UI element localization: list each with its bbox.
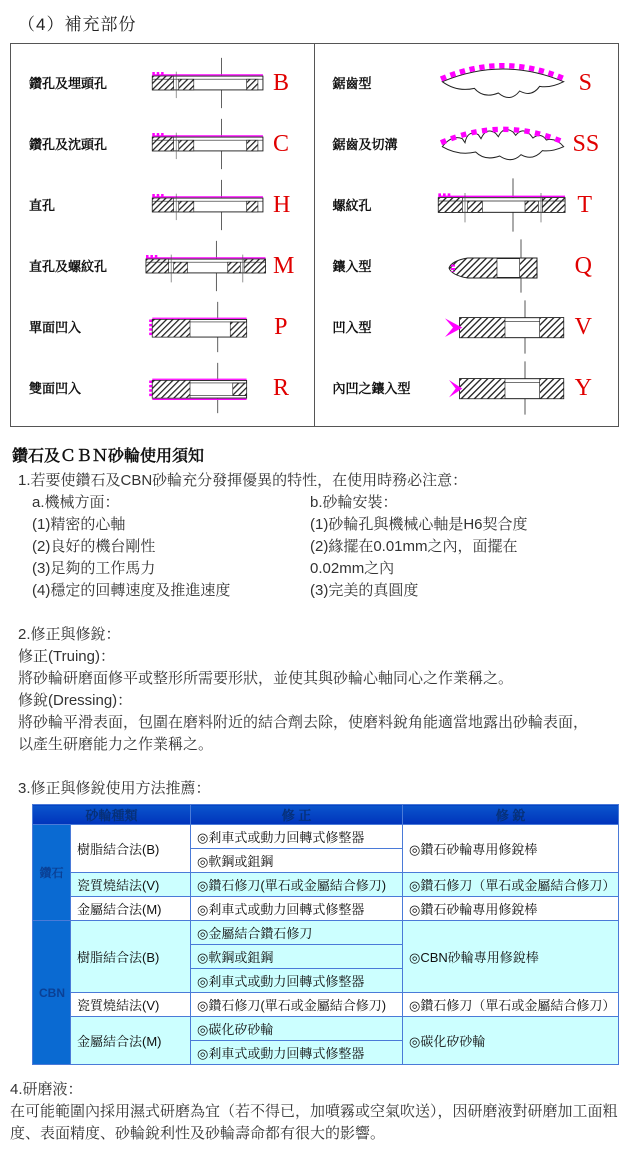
mounting-column [310, 492, 619, 602]
shape-label: 鑽孔及沈頭孔 [29, 137, 108, 152]
wheel-section-art-SS [433, 115, 573, 173]
spacer [10, 756, 619, 778]
shape-label: 鋸齒及切溝 [332, 137, 398, 152]
bond-cell: 金屬結合法(M) [71, 1017, 191, 1065]
table-row [33, 825, 619, 849]
shape-code: C [273, 130, 290, 157]
bond-cell: 樹脂結合法(B) [71, 825, 191, 873]
dressing-cell: ◎鑽石砂輪專用修銳棒 [403, 825, 619, 873]
table-row [33, 993, 619, 1017]
table-row [33, 873, 619, 897]
truing-title: 修正(Truing)： [18, 648, 115, 665]
header-truing: 修 正 [191, 805, 403, 825]
wheel-section-art-Y [433, 359, 573, 417]
wheel-section-art-V [433, 298, 573, 356]
truing-cell: ◎剎車式或動力回轉式修整器 [191, 1041, 403, 1065]
shape-label: 鋸齒型 [332, 76, 372, 91]
truing-cell: ◎碳化矽砂輪 [191, 1017, 403, 1041]
coolant-body: 在可能範圍內採用濕式研磨為宜（若不得已，加噴霧或空氣吹送），因研磨液對研磨加工面粗度、表面精度、砂輪銳利性及砂輪壽命都有很大的影響。 [10, 1103, 618, 1142]
dressing-cell: ◎鑽石修刀（單石或金屬結合修刀） [403, 993, 619, 1017]
note-item-1: 1.若要使鑽石及CBN砂輪充分發揮優異的特性，在使用時務必注意： [18, 472, 468, 489]
diagram-row [11, 113, 314, 174]
dressing-title: 修銳(Dressing)： [18, 692, 133, 709]
shape-label: 單面凹入 [29, 320, 82, 335]
machine-item: (4)穩定的回轉速度及推進速度 [32, 582, 231, 599]
table-row [33, 897, 619, 921]
machine-item: (3)足夠的工作馬力 [32, 560, 156, 577]
truing-cell: ◎金屬結合鑽石修刀 [191, 921, 403, 945]
group-cell: CBN [33, 921, 71, 1065]
wheel-section-art-P [141, 298, 273, 356]
truing-cell: ◎剎車式或動力回轉式修整器 [191, 897, 403, 921]
shape-label: 鑲入型 [332, 259, 372, 274]
truing-cell: ◎剎車式或動力回轉式修整器 [191, 825, 403, 849]
dressing-cell: ◎鑽石修刀（單石或金屬結合修刀） [403, 873, 619, 897]
wheel-section-art-M [141, 237, 273, 295]
shape-label: 鑽孔及埋頭孔 [29, 76, 108, 91]
coolant-title: 4.研磨液： [10, 1081, 83, 1098]
shape-code: S [578, 69, 592, 96]
diagram-row [11, 52, 314, 113]
diagram-row [11, 357, 314, 418]
table-row [33, 921, 619, 945]
table-header-row [33, 805, 619, 825]
wheel-section-art-Q [433, 237, 573, 295]
machine-column-title: a.機械方面： [32, 494, 120, 511]
mounting-column-title: b.砂輪安裝： [310, 494, 398, 511]
machine-column [32, 492, 310, 602]
wheel-shape-diagram [10, 43, 619, 427]
diagram-row [11, 174, 314, 235]
truing-cell: ◎剎車式或動力回轉式修整器 [191, 969, 403, 993]
page-title: （4）補充部份 [18, 15, 137, 34]
shape-code: SS [572, 130, 600, 157]
shape-code: V [574, 313, 592, 340]
wheel-section-art-C [141, 115, 273, 173]
table-row [33, 1017, 619, 1041]
wheel-section-art-H [141, 176, 273, 234]
diagram-row [315, 113, 619, 174]
truing-cell: ◎鑽石修刀(單石或金屬結合修刀) [191, 873, 403, 897]
coolant-section [10, 1079, 619, 1145]
shape-code: T [577, 191, 592, 218]
shape-label: 雙面凹入 [29, 381, 82, 396]
shape-label: 凹入型 [332, 320, 372, 335]
header-wheel-type: 砂輪種類 [33, 805, 191, 825]
shape-code: M [273, 252, 295, 279]
shape-code: H [273, 191, 291, 218]
shape-code: P [274, 313, 288, 340]
dressing-cell: ◎鑽石砂輪專用修銳棒 [403, 897, 619, 921]
diagram-row [315, 235, 619, 296]
diagram-row [315, 296, 619, 357]
shape-label: 內凹之鑲入型 [332, 381, 411, 396]
spacer [10, 602, 619, 624]
note-item-3: 3.修正與修銳使用方法推薦： [18, 780, 211, 797]
diagram-row [315, 52, 619, 113]
shape-code: Y [574, 374, 592, 401]
shape-label: 直孔及螺紋孔 [29, 259, 108, 274]
recommend-table [32, 804, 619, 1065]
wheel-section-art-B [141, 54, 273, 112]
diagram-row [315, 357, 619, 418]
shape-code: B [273, 69, 290, 96]
shape-code: Q [574, 252, 592, 279]
truing-cell: ◎軟鋼或鉏鋼 [191, 945, 403, 969]
header-dressing: 修 銳 [403, 805, 619, 825]
wheel-section-art-R [141, 359, 273, 417]
machine-item: (2)良好的機台剛性 [32, 538, 156, 555]
bond-cell: 金屬結合法(M) [71, 897, 191, 921]
dressing-cell: ◎CBN砂輪專用修銳棒 [403, 921, 619, 993]
diagram-col-right [315, 44, 619, 426]
truing-cell: ◎軟鋼或鉏鋼 [191, 849, 403, 873]
usage-notes-heading: 鑽石及ＣＢＮ砂輪使用須知 [12, 448, 205, 465]
diagram-col-left [11, 44, 315, 426]
mounting-item: (3)完美的真圓度 [310, 582, 419, 599]
mounting-item: (1)砂輪孔與機械心軸是H6契合度 [310, 516, 528, 533]
mounting-item: 0.02mm之內 [310, 560, 395, 577]
note-1-columns [32, 492, 619, 602]
dressing-body-2: 以產生研磨能力之作業稱之。 [18, 736, 214, 753]
dressing-body: 將砂輪平滑表面，包圍在磨料附近的結合劑去除，使磨料銳角能適當地露出砂輪表面， [18, 714, 589, 731]
diagram-row [11, 296, 314, 357]
wheel-section-art-S [433, 54, 573, 112]
diagram-row [11, 235, 314, 296]
shape-label: 螺紋孔 [332, 198, 372, 213]
group-cell: 鑽石 [33, 825, 71, 921]
machine-item: (1)精密的心軸 [32, 516, 126, 533]
diagram-row [315, 174, 619, 235]
note-item-2: 2.修正與修銳： [18, 626, 121, 643]
table-body [33, 825, 619, 1065]
wheel-section-art-T [433, 176, 573, 234]
bond-cell: 樹脂結合法(B) [71, 921, 191, 993]
bond-cell: 瓷質燒結法(V) [71, 873, 191, 897]
dressing-cell: ◎碳化矽砂輪 [403, 1017, 619, 1065]
mounting-item: (2)緣擺在0.01mm之內，面擺在 [310, 538, 518, 555]
bond-cell: 瓷質燒結法(V) [71, 993, 191, 1017]
shape-label: 直孔 [29, 198, 56, 213]
truing-body: 將砂輪研磨面修平或整形所需要形狀，並使其與砂輪心軸同心之作業稱之。 [18, 670, 514, 687]
shape-code: R [273, 374, 290, 401]
truing-cell: ◎鑽石修刀(單石或金屬結合修刀) [191, 993, 403, 1017]
